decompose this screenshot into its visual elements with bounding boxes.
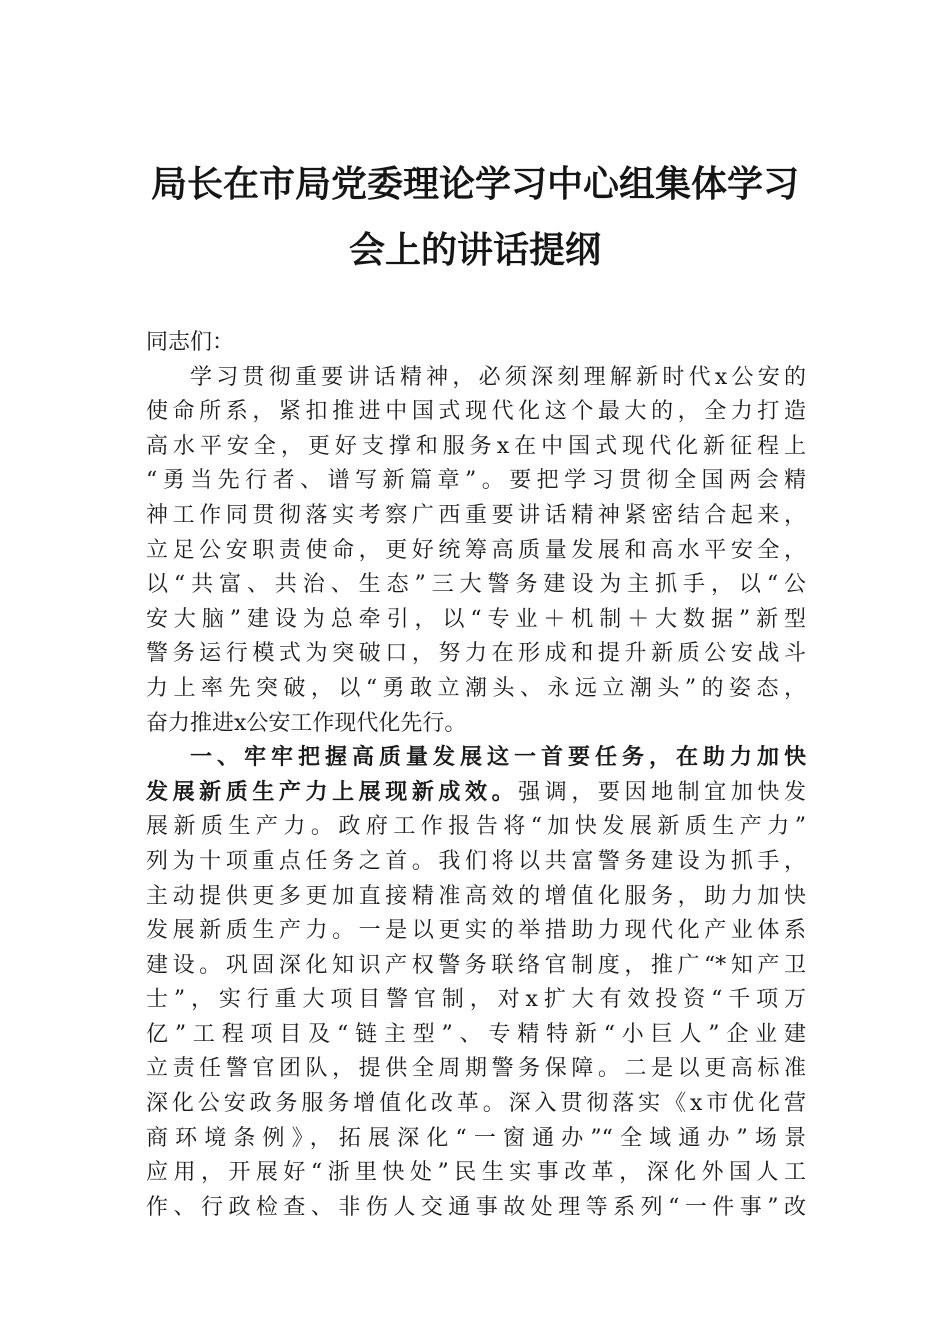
paragraph-1-line: 警务运行模式为突破口，努力在形成和提升新质公安战斗 bbox=[146, 641, 806, 667]
section-1-line: 深化公安政务服务增值化改革。深入贯彻落实《x市优化营 bbox=[146, 1091, 806, 1117]
paragraph-1-line: 立足公安职责使命，更好统筹高质量发展和高水平安全， bbox=[146, 537, 806, 563]
paragraph-1-line: “勇当先行者、谱写新篇章”。要把学习贯彻全国两会精 bbox=[146, 468, 806, 494]
section-1-line: 士”，实行重大项目警官制，对x扩大有效投资“千项万 bbox=[146, 987, 806, 1013]
section-1-line: 亿”工程项目及“链主型”、专精特新“小巨人”企业建 bbox=[146, 1021, 806, 1047]
paragraph-1-line: 安大脑”建设为总牵引，以“专业＋机制＋大数据”新型 bbox=[146, 606, 806, 632]
paragraph-1-line: 使命所系，紧扣推进中国式现代化这个最大的，全力打造 bbox=[146, 399, 806, 425]
section-1-line: 立责任警官团队，提供全周期警务保障。二是以更高标准 bbox=[146, 1056, 806, 1082]
paragraph-1-line: 力上率先突破，以“勇敢立潮头、永远立潮头”的姿态， bbox=[146, 675, 806, 701]
paragraph-1-line: 以“共富、共治、生态”三大警务建设为主抓手，以“公 bbox=[146, 572, 806, 598]
document-body bbox=[146, 326, 806, 1225]
salutation: 同志们： bbox=[146, 330, 235, 355]
paragraph-1-line: 奋力推进x公安工作现代化先行。 bbox=[146, 710, 467, 736]
document-title-line-1: 局长在市局党委理论学习中心组集体学习 bbox=[150, 163, 799, 205]
section-1-line: 建设。巩固深化知识产权警务联络官制度，推广“*知产卫 bbox=[146, 952, 806, 978]
section-1-line: 展新质生产力。政府工作报告将“加快发展新质生产力” bbox=[146, 814, 806, 840]
section-1-line: 列为十项重点任务之首。我们将以共富警务建设为抓手， bbox=[146, 848, 806, 874]
section-1-line bbox=[146, 776, 806, 811]
section-1-line: 作、行政检查、非伤人交通事故处理等系列“一件事”改 bbox=[146, 1194, 806, 1220]
section-1-line: 主动提供更多更加直接精准高效的增值化服务，助力加快 bbox=[146, 883, 806, 909]
section-1-heading-continued: 发展新质生产力上展现新成效。 bbox=[146, 779, 519, 805]
section-1-line: 应用，开展好“浙里快处”民生实事改革，深化外国人工 bbox=[146, 1160, 806, 1186]
section-1-text: 强调，要因地制宜加快发 bbox=[518, 779, 806, 805]
paragraph-1-line: 学习贯彻重要讲话精神，必须深刻理解新时代x公安的 bbox=[190, 364, 806, 390]
paragraph-1-line: 神工作同贯彻落实考察广西重要讲话精神紧密结合起来， bbox=[146, 502, 806, 528]
section-1-heading: 一、牢牢把握高质量发展这一首要任务，在助力加快 bbox=[190, 745, 806, 771]
section-1-line: 商环境条例》，拓展深化“一窗通办”“全域通办”场景 bbox=[146, 1125, 806, 1151]
section-1-line: 发展新质生产力。一是以更实的举措助力现代化产业体系 bbox=[146, 918, 806, 944]
document-title-line-2: 会上的讲话提纲 bbox=[348, 229, 601, 271]
paragraph-1-line: 高水平安全，更好支撑和服务x在中国式现代化新征程上 bbox=[146, 433, 806, 459]
